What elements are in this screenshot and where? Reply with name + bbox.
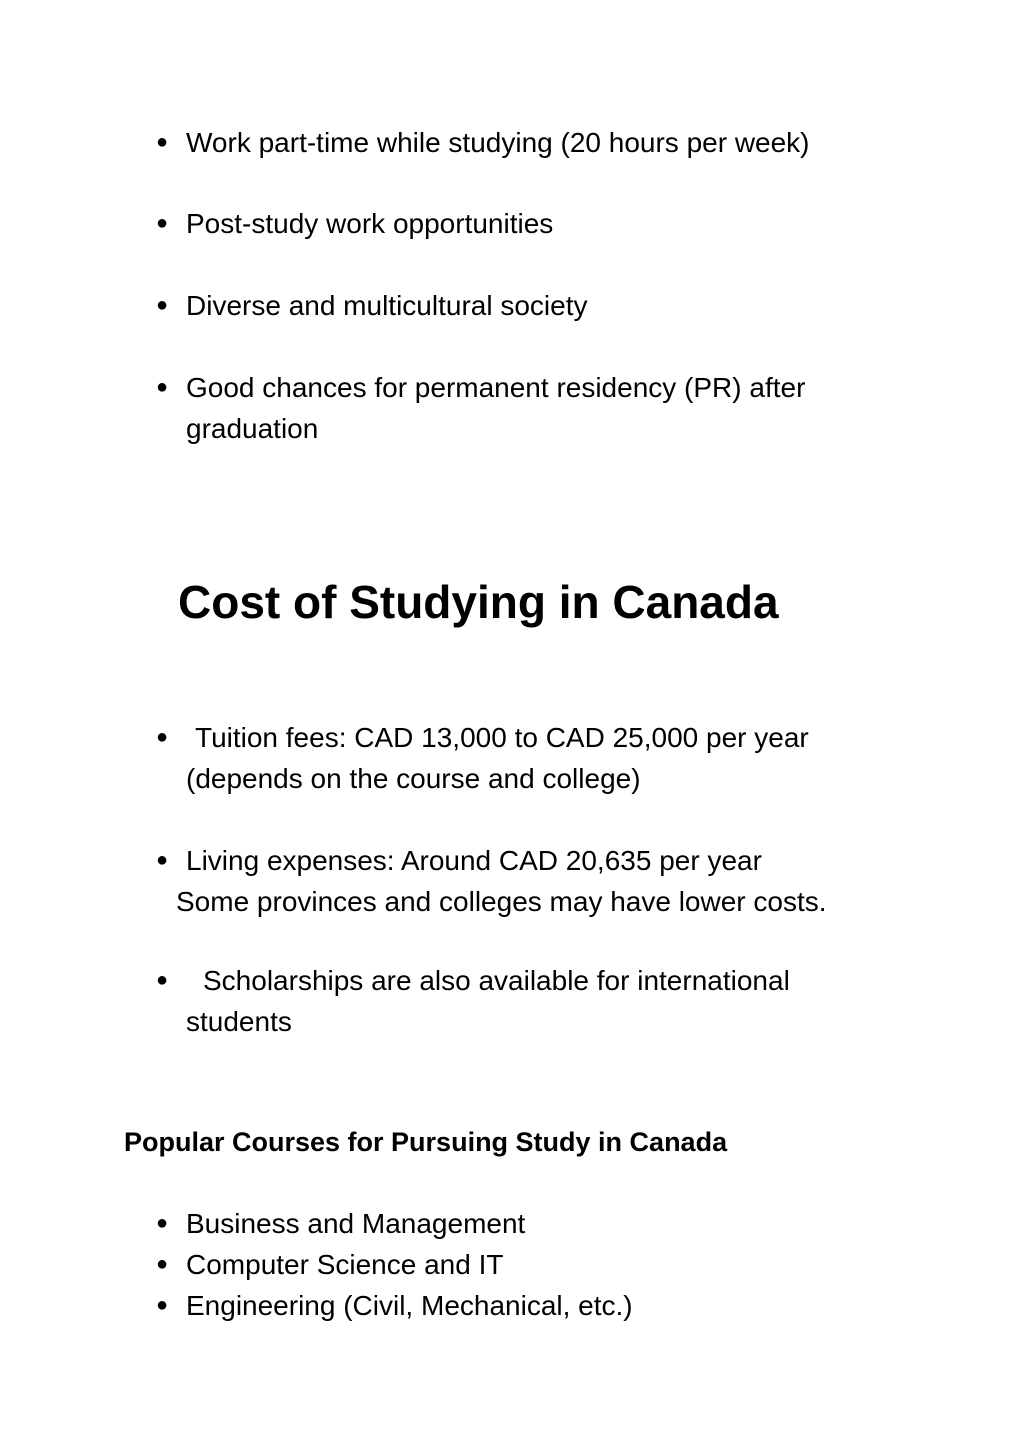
cost-heading: Cost of Studying in Canada [178, 576, 779, 628]
bullet-icon: ● [156, 1253, 169, 1275]
list-item-text-continued: graduation [186, 413, 319, 444]
bullet-icon: ● [156, 212, 169, 234]
courses-heading: Popular Courses for Pursuing Study in Canada [124, 1127, 728, 1157]
bullet-icon: ● [156, 1212, 169, 1234]
list-item-text: Computer Science and IT [186, 1249, 504, 1280]
bullet-icon: ● [156, 131, 169, 153]
list-item-text: Post-study work opportunities [186, 208, 554, 239]
bullet-icon: ● [156, 726, 169, 748]
bullet-icon: ● [156, 969, 169, 991]
list-item-text: Living expenses: Around CAD 20,635 per year [186, 845, 762, 876]
list-item-text: Good chances for permanent residency (PR) after [186, 372, 806, 403]
list-item-text-continued: students [186, 1006, 292, 1037]
list-item-text: Tuition fees: CAD 13,000 to CAD 25,000 per year [195, 722, 809, 753]
list-item-text-continued: Some provinces and colleges may have lower costs. [176, 886, 827, 917]
list-item-text: Business and Management [186, 1208, 526, 1239]
bullet-icon: ● [156, 294, 169, 316]
list-item-text: Work part-time while studying (20 hours per week) [186, 127, 810, 158]
list-item-text: Diverse and multicultural society [186, 290, 588, 321]
list-item-text: Engineering (Civil, Mechanical, etc.) [186, 1290, 633, 1321]
list-item-text-continued: (depends on the course and college) [186, 763, 641, 794]
list-item-text: Scholarships are also available for international [203, 965, 790, 996]
bullet-icon: ● [156, 376, 169, 398]
bullet-icon: ● [156, 1294, 169, 1316]
bullet-icon: ● [156, 849, 169, 871]
